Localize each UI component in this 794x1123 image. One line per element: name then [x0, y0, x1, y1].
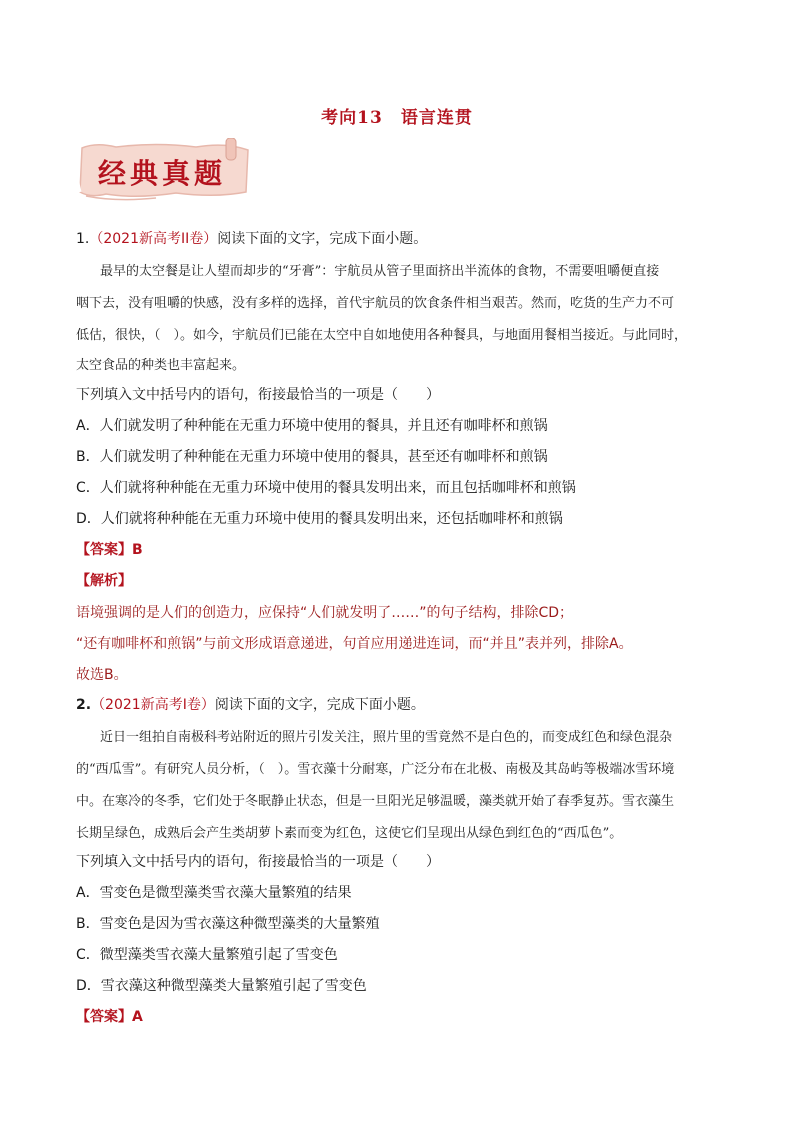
q1-option-c: C．人们就将种种能在无重力环境中使用的餐具发明出来，而且包括咖啡杯和煎锅 — [76, 480, 576, 496]
q1-header — [76, 228, 427, 248]
q2-answer-label: 【答案】 — [76, 1009, 132, 1025]
q1-passage-line-3: 低估，很快，（ ）。如今，宇航员们已能在太空中自如地使用各种餐具，与地面用餐相当接近。与此同时， — [76, 328, 688, 343]
q2-source: （2021新高考I卷） — [91, 697, 215, 713]
q2-option-c: C．微型藻类雪衣藻大量繁殖引起了雪变色 — [76, 947, 338, 963]
q2-prompt: 下列填入文中括号内的语句，衔接最恰当的一项是（ ） — [76, 854, 440, 870]
q1-source: （2021新高考II卷） — [89, 231, 218, 247]
q2-passage-line-1: 近日一组拍自南极科考站附近的照片引发关注，照片里的雪竟然不是白色的，而变成红色和绿色混杂 — [100, 730, 673, 745]
q1-analysis-line-1: 语境强调的是人们的创造力，应保持“人们就发明了……”的句子结构，排除CD； — [76, 605, 574, 621]
q2-number: 2. — [76, 697, 92, 713]
q1-answer-label: 【答案】 — [76, 542, 132, 558]
q2-passage-line-3: 中。在寒冷的冬季，它们处于冬眠静止状态，但是一旦阳光足够温暖，藻类就开始了春季复苏。雪衣藻生 — [76, 794, 675, 809]
section-banner — [76, 138, 252, 204]
q1-analysis-line-2: “还有咖啡杯和煎锅”与前文形成语意递进，句首应用递进连词，而“并且”表并列，排除A。 — [76, 636, 633, 652]
q1-option-d: D．人们就将种种能在无重力环境中使用的餐具发明出来，还包括咖啡杯和煎锅 — [76, 511, 563, 527]
q1-number: 1. — [76, 231, 90, 247]
q2-option-a: A．雪变色是微型藻类雪衣藻大量繁殖的结果 — [76, 885, 352, 901]
q2-passage-line-4: 长期呈绿色，成熟后会产生类胡萝卜素而变为红色，这使它们呈现出从绿色到红色的“西瓜色”。 — [76, 826, 623, 841]
q2-passage-line-2: 的“西瓜雪”。有研究人员分析，（ ）。雪衣藻十分耐寒，广泛分布在北极、南极及其岛屿等极端冰雪环境 — [76, 762, 675, 777]
q2-header — [76, 694, 425, 714]
q2-option-d: D．雪衣藻这种微型藻类大量繁殖引起了雪变色 — [76, 978, 367, 994]
q1-prompt: 下列填入文中括号内的语句，衔接最恰当的一项是（ ） — [76, 387, 440, 403]
q1-analysis-label: 【解析】 — [76, 573, 132, 589]
q1-answer — [76, 539, 143, 559]
q1-passage-line-2: 咽下去，没有咀嚼的快感，没有多样的选择，首代宇航员的饮食条件相当艰苦。然而，吃货的生产力不可 — [76, 296, 675, 311]
q2-answer-value: A — [132, 1009, 143, 1025]
q1-option-b: B．人们就发明了种种能在无重力环境中使用的餐具，甚至还有咖啡杯和煎锅 — [76, 449, 548, 465]
q1-passage-line-4: 太空食品的种类也丰富起来。 — [76, 358, 246, 373]
q2-option-b: B．雪变色是因为雪衣藻这种微型藻类的大量繁殖 — [76, 916, 380, 932]
q1-answer-value: B — [132, 542, 143, 558]
q1-conclusion: 故选B。 — [76, 667, 128, 683]
q2-answer — [76, 1006, 143, 1026]
q2-instruction: 阅读下面的文字，完成下面小题。 — [214, 697, 425, 713]
q1-passage-line-1: 最早的太空餐是让人望而却步的“牙膏”：宇航员从管子里面挤出半流体的食物，不需要咀嚼便直接 — [100, 264, 660, 279]
q1-instruction: 阅读下面的文字，完成下面小题。 — [217, 231, 428, 247]
page-title: 考向13 语言连贯 — [321, 108, 473, 128]
q1-option-a: A．人们就发明了种种能在无重力环境中使用的餐具，并且还有咖啡杯和煎锅 — [76, 418, 548, 434]
banner-label: 经典真题 — [98, 157, 227, 190]
